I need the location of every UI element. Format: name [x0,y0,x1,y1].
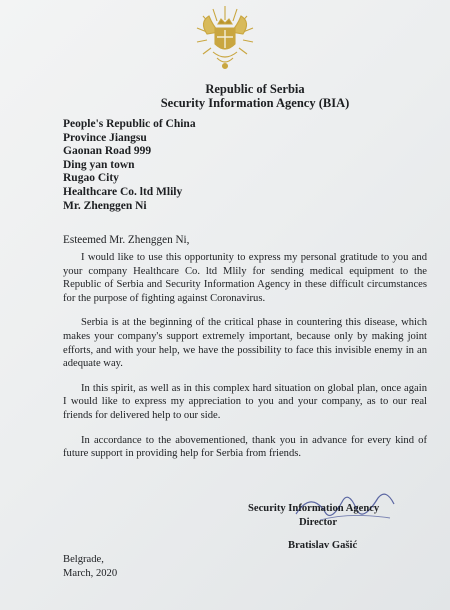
signature-block [248,502,408,553]
country-name: Republic of Serbia [205,82,305,96]
recipient-line: Rugao City [63,172,119,185]
recipient-line: Province Jiangsu [63,131,147,144]
serbian-eagle-emblem-icon [185,2,265,74]
salutation: Esteemed Mr. Zhenggen Ni, [63,234,190,246]
recipient-line: Gaonan Road 999 [63,145,152,158]
body-paragraph: I would like to use this opportunity to express my personal gratitude to you and your company Healthcare Co. ltd Mlily for sending medical equipment to the Republic of Serbia and Security Information Agency in these difficult circumstances for the purpose of fighting against Coronavirus. [63,252,427,304]
place-and-date [63,553,117,581]
body-paragraph: In accordance to the abovementioned, thank you in advance for every kind of future support in providing help for Serbia from friends. [63,434,427,460]
agency-name: Security Information Agency (BIA) [160,96,350,110]
body-paragraph: In this spirit, as well as in this complex hard situation on global plan, once again I would like to express my appreciation to you and your company, as to our real friends for delivered help to our side. [63,382,427,421]
signatory-organization: Security Information Agency [248,503,380,514]
recipient-line: Mr. Zhenggen Ni [63,199,147,212]
signatory-name: Bratislav Gašić [288,540,358,551]
letter-body [63,251,427,472]
place: Belgrade, [63,554,104,565]
recipient-address [63,118,196,213]
recipient-line: People's Republic of China [63,118,196,130]
date: March, 2020 [63,568,118,579]
body-paragraph: Serbia is at the beginning of the critical phase in countering this disease, which makes your company's support extremely important, because only by making joint efforts, and with your help, we have the possibility to face this invisible enemy in an adequate way. [63,317,427,370]
signatory-title: Director [299,517,338,528]
recipient-line: Ding yan town [63,158,135,171]
agency-header [0,82,450,110]
recipient-line: Healthcare Co. ltd Mlily [63,185,183,198]
